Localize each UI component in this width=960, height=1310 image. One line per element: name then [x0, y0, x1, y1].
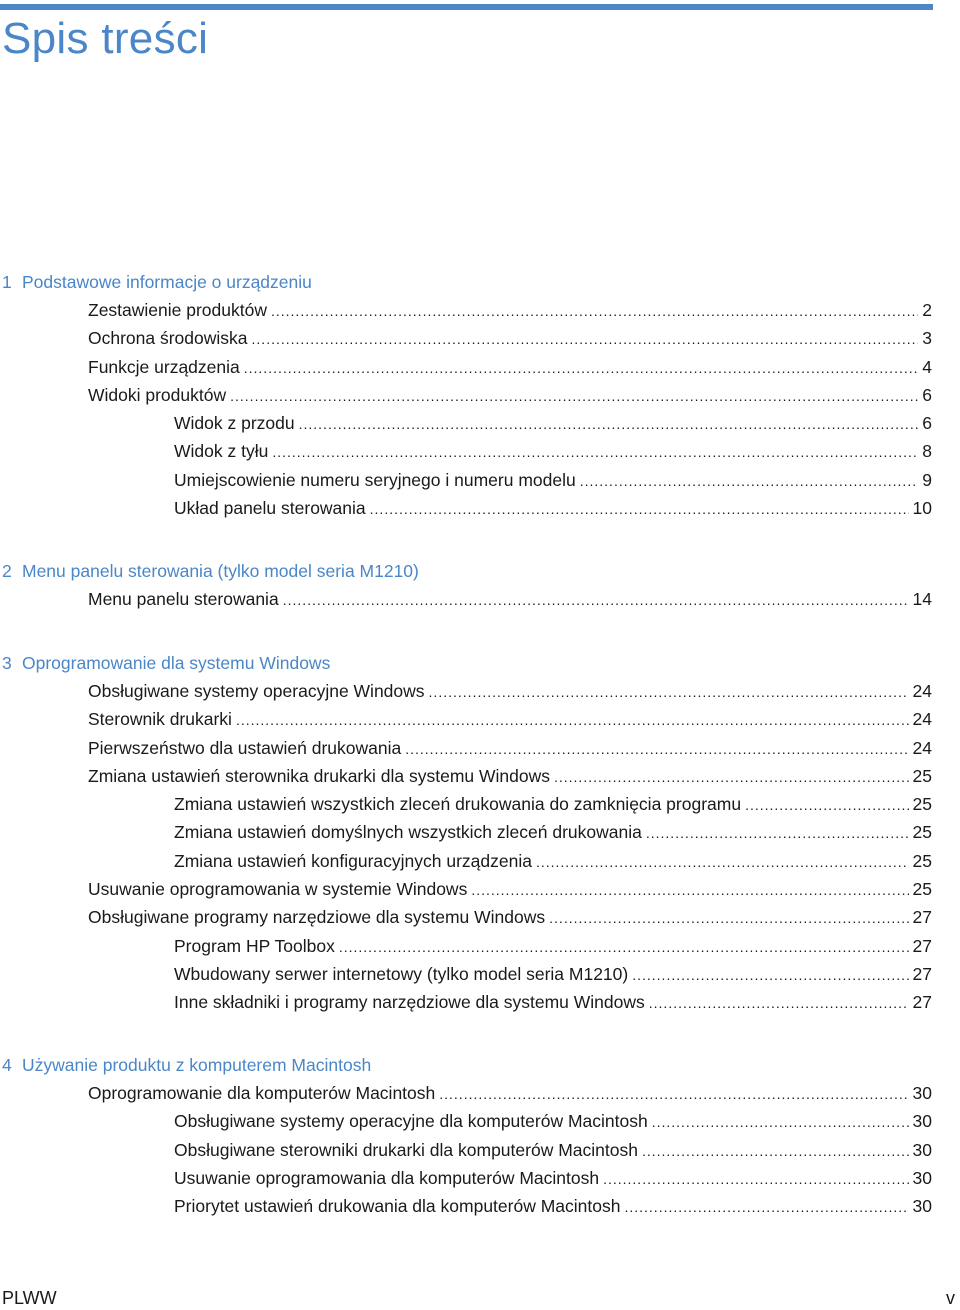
- toc-entry[interactable]: [88, 677, 932, 705]
- toc-entry[interactable]: [174, 437, 932, 465]
- dot-leader: [236, 706, 909, 734]
- toc-entry-page: 14: [912, 589, 932, 609]
- toc-entry-label: Obsługiwane systemy operacyjne dla komputerów Macintosh: [174, 1111, 648, 1132]
- toc-entry-label: Zestawienie produktów: [88, 300, 267, 320]
- chapter-title: Używanie produktu z komputerem Macintosh: [22, 1055, 372, 1075]
- toc-entry[interactable]: [174, 1136, 932, 1164]
- dot-leader: [603, 1165, 908, 1193]
- toc-entry[interactable]: [174, 988, 932, 1016]
- toc-entry-page: 27: [912, 907, 932, 928]
- toc-entry[interactable]: [174, 790, 932, 818]
- toc-entry-label: Zmiana ustawień sterownika drukarki dla systemu Windows: [88, 765, 550, 786]
- dot-leader: [429, 678, 909, 706]
- toc-entry[interactable]: [174, 932, 932, 960]
- toc-entry-label: Wbudowany serwer internetowy (tylko model seria M1210): [174, 963, 629, 984]
- chapter-number: 1: [2, 272, 12, 292]
- toc-entry-page: 24: [912, 709, 932, 730]
- toc-entry[interactable]: [88, 762, 932, 790]
- toc-entry-page: 6: [922, 413, 932, 434]
- toc-chapter: [2, 268, 932, 522]
- toc-chapter-heading[interactable]: [2, 557, 932, 585]
- toc-entry[interactable]: [88, 296, 932, 324]
- dot-leader: [405, 735, 908, 763]
- dot-leader: [536, 848, 909, 876]
- chapter-number: 3: [2, 653, 12, 673]
- toc-entry-page: 10: [912, 498, 932, 519]
- toc-entry-page: 30: [912, 1139, 932, 1160]
- dot-leader: [652, 1108, 909, 1136]
- toc-entry-label: Menu panelu sterowania: [88, 589, 279, 609]
- dot-leader: [244, 354, 919, 382]
- page-title: Spis treści: [2, 14, 209, 63]
- dot-leader: [252, 325, 919, 353]
- dot-leader: [580, 467, 919, 495]
- toc-entry[interactable]: [174, 1192, 932, 1220]
- toc-entry[interactable]: [174, 960, 932, 988]
- toc-chapter-heading[interactable]: [2, 649, 932, 677]
- toc-entry[interactable]: [88, 324, 932, 352]
- toc-entry[interactable]: [88, 903, 932, 931]
- toc-entry-page: 27: [912, 992, 932, 1013]
- toc-entry[interactable]: [174, 818, 932, 846]
- chapter-number: 2: [2, 561, 12, 581]
- toc-entry[interactable]: [88, 585, 932, 613]
- dot-leader: [646, 819, 909, 847]
- chapter-number: 4: [2, 1055, 12, 1075]
- toc-entry-page: 24: [912, 681, 932, 701]
- dot-leader: [745, 791, 908, 819]
- toc-chapter-heading[interactable]: [2, 268, 932, 296]
- toc-entry[interactable]: [88, 705, 932, 733]
- toc-entry-label: Ochrona środowiska: [88, 328, 248, 349]
- toc-entry[interactable]: [174, 1164, 932, 1192]
- toc-chapter: [2, 557, 932, 613]
- toc-entry-label: Program HP Toolbox: [174, 935, 335, 956]
- chapter-title: Oprogramowanie dla systemu Windows: [22, 653, 331, 673]
- dot-leader: [471, 876, 908, 904]
- toc-entry-label: Usuwanie oprogramowania w systemie Windows: [88, 879, 468, 900]
- toc-entry-label: Widok z przodu: [174, 413, 295, 434]
- dot-leader: [299, 410, 919, 438]
- toc-entry-label: Pierwszeństwo dla ustawień drukowania: [88, 737, 402, 758]
- toc-entry[interactable]: [174, 466, 932, 494]
- toc-entry-page: 27: [912, 963, 932, 984]
- dot-leader: [339, 933, 909, 961]
- chapter-title: Podstawowe informacje o urządzeniu: [22, 272, 312, 292]
- toc-entry-page: 2: [922, 300, 932, 320]
- toc-entry-label: Widok z tyłu: [174, 441, 269, 462]
- top-rule: [0, 4, 933, 10]
- toc-entry[interactable]: [88, 381, 932, 409]
- toc-entry[interactable]: [174, 1107, 932, 1135]
- dot-leader: [230, 382, 918, 410]
- dot-leader: [649, 989, 909, 1017]
- toc-entry-page: 4: [922, 356, 932, 377]
- toc-chapter: [2, 649, 932, 1017]
- toc-entry-label: Umiejscowienie numeru seryjnego i numeru modelu: [174, 469, 576, 490]
- toc-entry-page: 25: [912, 879, 932, 900]
- dot-leader: [271, 297, 918, 325]
- toc-entry-label: Zmiana ustawień domyślnych wszystkich zleceń drukowania: [174, 822, 642, 843]
- toc-entry-label: Oprogramowanie dla komputerów Macintosh: [88, 1083, 436, 1103]
- toc-entry[interactable]: [88, 1079, 932, 1107]
- toc-entry-page: 8: [922, 441, 932, 462]
- footer-page-number: v: [946, 1288, 955, 1308]
- toc-entry-page: 25: [912, 822, 932, 843]
- toc-entry[interactable]: [174, 847, 932, 875]
- toc-entry-label: Usuwanie oprogramowania dla komputerów Macintosh: [174, 1167, 600, 1188]
- toc-chapter: [2, 1051, 932, 1220]
- dot-leader: [272, 438, 918, 466]
- dot-leader: [283, 586, 909, 614]
- toc-entry-page: 25: [912, 850, 932, 871]
- toc-entry-page: 25: [912, 794, 932, 815]
- dot-leader: [632, 961, 908, 989]
- dot-leader: [624, 1193, 908, 1221]
- dot-leader: [439, 1080, 908, 1108]
- chapter-title: Menu panelu sterowania (tylko model seria M1210): [22, 561, 419, 581]
- toc-entry-label: Obsługiwane systemy operacyjne Windows: [88, 681, 425, 701]
- toc-entry-page: 30: [912, 1167, 932, 1188]
- dot-leader: [370, 495, 909, 523]
- dot-leader: [642, 1137, 909, 1165]
- toc-entry-label: Zmiana ustawień wszystkich zleceń drukowania do zamknięcia programu: [174, 794, 742, 815]
- dot-leader: [549, 904, 908, 932]
- footer-code: PLWW: [2, 1288, 57, 1308]
- dot-leader: [554, 763, 909, 791]
- toc-entry-page: 30: [912, 1111, 932, 1132]
- toc-entry[interactable]: [174, 409, 932, 437]
- toc-entry-page: 9: [922, 469, 932, 490]
- toc-entry-page: 6: [922, 384, 932, 405]
- toc-entry[interactable]: [88, 734, 932, 762]
- toc-entry[interactable]: [174, 494, 932, 522]
- toc-entry-label: Sterownik drukarki: [88, 709, 232, 730]
- toc-entry-label: Obsługiwane programy narzędziowe dla systemu Windows: [88, 907, 546, 928]
- toc-entry-page: 30: [912, 1196, 932, 1217]
- toc-entry-label: Priorytet ustawień drukowania dla komputerów Macintosh: [174, 1196, 621, 1217]
- toc-entry-label: Widoki produktów: [88, 384, 227, 405]
- toc-entry-page: 27: [912, 935, 932, 956]
- toc-entry-label: Funkcje urządzenia: [88, 356, 240, 377]
- toc-entry-page: 30: [912, 1083, 932, 1103]
- toc-entry[interactable]: [88, 353, 932, 381]
- toc-chapter-heading[interactable]: [2, 1051, 932, 1079]
- toc-entry-label: Obsługiwane sterowniki drukarki dla komputerów Macintosh: [174, 1139, 638, 1160]
- toc-entry[interactable]: [88, 875, 932, 903]
- toc-entry-page: 25: [912, 765, 932, 786]
- toc-entry-label: Inne składniki i programy narzędziowe dla systemu Windows: [174, 992, 645, 1013]
- toc-entry-label: Układ panelu sterowania: [174, 498, 366, 519]
- toc-entry-label: Zmiana ustawień konfiguracyjnych urządzenia: [174, 850, 532, 871]
- toc-entry-page: 3: [922, 328, 932, 349]
- toc-entry-page: 24: [912, 737, 932, 758]
